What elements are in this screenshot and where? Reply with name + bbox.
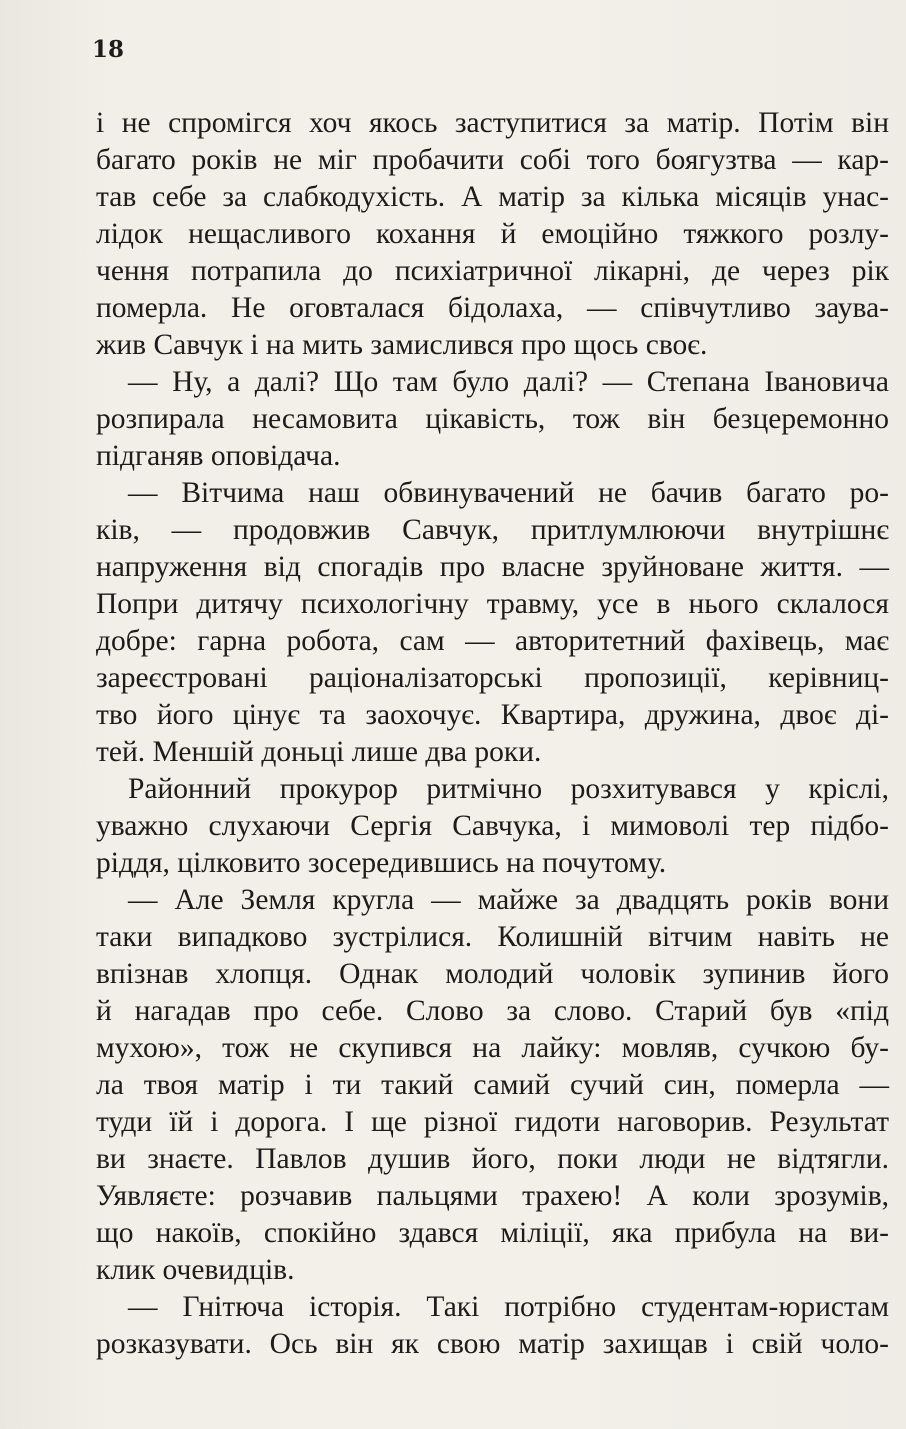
text-line: клик очевидців. — [96, 1254, 295, 1286]
text-line: ків, — продовжив Савчук, притлумлюючи внутрішнє — [96, 514, 889, 546]
text-line: тей. Меншій доньці лише два роки. — [96, 736, 542, 768]
text-line: жив Савчук і на мить замислився про щось своє. — [96, 329, 708, 361]
text-line: тво його цінує та заохочує. Квартира, дружина, двоє ді- — [96, 699, 889, 731]
text-line: впізнав хлопця. Однак молодий чоловік зупинив його — [96, 958, 889, 990]
text-line: багато років не міг пробачити собі того боягузтва — кар- — [96, 144, 889, 176]
text-line: зареєстровані раціоналізаторські пропозиції, керівниц- — [96, 662, 889, 694]
text-line: ріддя, цілковито зосередившись на почутому. — [96, 847, 667, 879]
text-line: розпирала несамовита цікавість, тож він безцеремонно — [96, 403, 889, 435]
text-line: ви знаєте. Павлов душив його, поки люди не відтягли. — [96, 1143, 889, 1175]
text-line: таки випадково зустрілися. Колишній вітчим навіть не — [96, 921, 889, 953]
text-line: Попри дитячу психологічну травму, усе в нього склалося — [96, 588, 889, 620]
text-line: чення потрапила до психіатричної лікарні, де через рік — [96, 255, 889, 287]
text-line: туди їй і дорога. І ще різної гидоти наговорив. Результат — [96, 1106, 889, 1138]
text-line: уважно слухаючи Сергія Савчука, і мимоволі тер підбо- — [96, 810, 889, 842]
text-line: Уявляєте: розчавив пальцями трахею! А коли зрозумів, — [96, 1180, 889, 1212]
text-line: — Ну, а далі? Що там було далі? — Степана Івановича — [128, 366, 889, 398]
text-line: померла. Не оговталася бідолаха, — співчутливо заува- — [96, 292, 889, 324]
text-line: підганяв оповідача. — [96, 440, 341, 472]
text-line: що накоїв, спокійно здався міліції, яка прибула на ви- — [96, 1217, 889, 1249]
text-line: тав себе за слабкодухість. А матір за кілька місяців унас- — [96, 181, 889, 213]
text-line: добре: гарна робота, сам — авторитетний фахівець, має — [96, 625, 889, 657]
text-line: ла твоя матір і ти такий самий сучий син, померла — — [96, 1069, 889, 1101]
text-line: — Вітчима наш обвинувачений не бачив багато ро- — [128, 477, 889, 509]
text-line: лідок нещасливого кохання й емоційно тяжкого розлу- — [96, 218, 889, 250]
text-line: розказувати. Ось він як свою матір захищав і свій чоло- — [96, 1328, 889, 1360]
text-line: Районний прокурор ритмічно розхитувався у кріслі, — [128, 773, 889, 805]
text-line: й нагадав про себе. Слово за слово. Старий був «під — [96, 995, 889, 1027]
text-line: — Але Земля кругла — майже за двадцять років вони — [128, 884, 889, 916]
text-line: — Гнітюча історія. Такі потрібно студентам-юристам — [128, 1291, 889, 1323]
text-line: мухою», тож не скупився на лайку: мовляв, сучкою бу- — [96, 1032, 889, 1064]
page-number: 18 — [92, 36, 125, 63]
text-line: напруження від спогадів про власне зруйноване життя. — — [96, 551, 889, 583]
text-line: і не спромігся хоч якось заступитися за матір. Потім він — [96, 107, 889, 139]
